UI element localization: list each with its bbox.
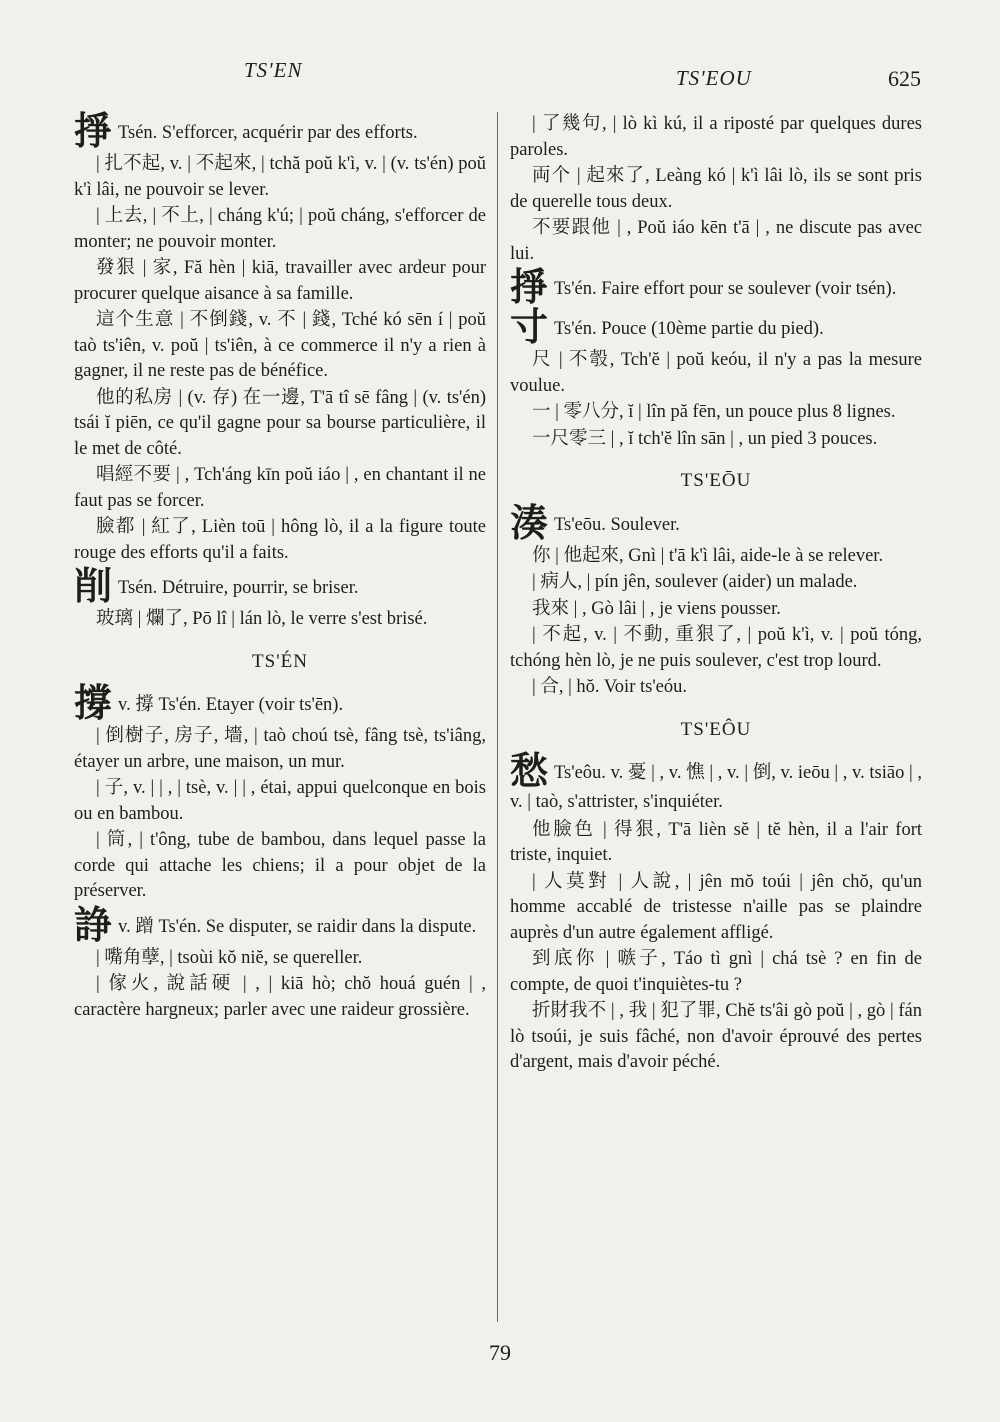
headword-character: 撐 (74, 681, 113, 725)
entry-text: 不要跟他 | , Poŭ iáo kēn t'ā | , ne discute pas avec lui. (510, 218, 922, 264)
example-phrase (510, 623, 922, 674)
headword-character: 湊 (510, 500, 549, 545)
entry-text: Ts'én. Faire effort pour se soulever (voir tsén). (554, 279, 897, 299)
section-heading: TS'EŌU (680, 470, 752, 491)
entry-text: 到底你 | 嗾子, Táo tì gnì | chá tsè ? en fin de compte, de quoi t'inquiètes-tu ? (510, 949, 922, 995)
header-right-keyword: TS'EOU (676, 66, 752, 90)
entry-text: 尺 | 不彀, Tch'ĕ | poŭ keóu, il n'y a pas la mesure voulue. (510, 350, 922, 396)
entry-text: | 倒樹子, 房子, 墻, | taò choú tsè, fâng tsè, ts'iâng, étayer un arbre, une maison, un mur. (74, 726, 486, 772)
section-heading: TS'ÉN (252, 650, 308, 672)
example-phrase (74, 204, 486, 255)
entry-text: 你 | 他起來, Gnì | t'ā k'ì lâi, aide-le à se relever. (532, 545, 884, 566)
entry-text: 両个 | 起來了, Leàng kó | k'ì lâi lò, ils se sont pris de querelle tous deux. (510, 166, 922, 212)
headword-character: 寸 (510, 305, 549, 349)
section-heading: TS'EÔU (680, 718, 752, 740)
example-phrase (74, 972, 486, 1023)
example-phrase (74, 515, 486, 566)
example-phrase (74, 308, 486, 385)
example-phrase (74, 724, 486, 775)
example-phrase (510, 570, 922, 596)
dictionary-entry (510, 305, 922, 349)
right-column (510, 112, 922, 1077)
entry-text: v. 蹭 Ts'én. Se disputer, se raidir dans la dispute. (118, 916, 477, 937)
example-phrase (510, 400, 922, 426)
entry-text: v. 撐 Ts'én. Etayer (voir ts'ēn). (118, 695, 344, 715)
example-phrase (74, 463, 486, 514)
example-phrase (74, 776, 486, 827)
headword-character: 削 (74, 564, 113, 608)
headword-character: 愁 (510, 749, 549, 793)
dictionary-entry (74, 564, 486, 608)
dictionary-entry (510, 749, 922, 816)
example-phrase (510, 427, 922, 453)
column-divider (497, 112, 498, 1322)
example-phrase (510, 999, 922, 1076)
example-phrase (510, 216, 922, 267)
entry-text: | 嘴角孽, | tsoùi kŏ niĕ, se quereller. (96, 947, 363, 968)
example-phrase (74, 386, 486, 463)
headword-character: 諍 (74, 902, 113, 947)
entry-text: 他的私房 | (v. 存) 在一邊, T'ā tî sē fâng | (v. ts'én) tsái ĭ piēn, ce qu'il gagne pour sa bourse particulière, il le met de côté. (74, 387, 486, 459)
headword-character: 掙 (510, 265, 549, 309)
entry-text: 這个生意 | 不倒錢, v. 不 | 錢, Tché kó sēn í | poŭ taò ts'iên, v. poŭ | ts'iên, à ce commerce il n'y a rien à gagner, il ne reste pas de bénéfice. (74, 310, 486, 381)
example-phrase (74, 256, 486, 307)
example-phrase (74, 607, 486, 633)
entry-text: 一尺零三 | , ĭ tch'ĕ lîn sān | , un pied 3 pouces. (532, 428, 878, 449)
entry-text: | 筒, | t'ông, tube de bambou, dans lequel passe la corde qui attache les chiens; il a pour objet de la préserver. (74, 830, 486, 901)
entry-text: 玻璃 | 爛了, Pō lî | lán lò, le verre s'est brisé. (96, 609, 428, 629)
dictionary-entry (510, 500, 922, 545)
signature-folio: 79 (489, 1340, 511, 1365)
example-phrase (510, 112, 922, 163)
entry-text: 他臉色 | 得狠, T'ā lièn sĕ | tĕ hèn, il a l'air fort triste, inquiet. (510, 819, 922, 865)
example-phrase (510, 947, 922, 998)
entry-text: | 合, | hŏ. Voir ts'eóu. (532, 677, 687, 697)
entry-text: 折財我不 | , 我 | 犯了罪, Chĕ ts'âi gò poŭ | , gò | fán lò tsoúi, je suis fâché, non d'avoir éprouvé des pertes d'argent, mais d'avoir péché. (510, 1001, 922, 1072)
example-phrase (510, 818, 922, 869)
dictionary-entry (74, 902, 486, 947)
example-phrase (74, 946, 486, 972)
left-column (74, 109, 486, 1024)
entry-text: Ts'eôu. v. 憂 | , v. 憔 | , v. | 倒, v. ieōu | , v. tsiāo | , v. | taò, s'attrister, s'inquiéter. (510, 763, 922, 812)
example-phrase (510, 597, 922, 623)
header-left-keyword: TS'EN (244, 58, 303, 82)
entry-text: Ts'eōu. Soulever. (554, 514, 680, 535)
dictionary-entry (74, 681, 486, 725)
entry-text: | 病人, | pín jên, soulever (aider) un malade. (532, 572, 858, 592)
entry-text: 臉都 | 紅了, Lièn toū | hông lò, il a la figure toute rouge des efforts qu'il a faits. (74, 517, 486, 563)
entry-text: Ts'én. Pouce (10ème partie du pied). (554, 319, 824, 339)
example-phrase (510, 348, 922, 399)
entry-text: | 上去, | 不上, | cháng k'ú; | poŭ cháng, s'efforcer de monter; ne pouvoir monter. (74, 206, 486, 252)
entry-text: 一 | 零八分, ĭ | lîn pă fēn, un pouce plus 8 lignes. (532, 402, 896, 422)
entry-text: | 扎不起, v. | 不起來, | tchă poŭ k'ì, v. | (v. ts'én) poŭ k'ì lâi, ne pouvoir se lever. (74, 154, 486, 200)
example-phrase (510, 544, 922, 570)
entry-text: | 傢火, 說話硬 | , | kiā hò; chŏ houá guén | , caractère hargneux; parler avec une raideur grossière. (74, 974, 486, 1020)
entry-text: | 了幾句, | lò kì kú, il a riposté par quelques dures paroles. (510, 114, 922, 160)
page-number: 625 (888, 66, 921, 91)
entry-text: 我來 | , Gò lâi | , je viens pousser. (532, 598, 781, 619)
dictionary-entry (74, 109, 486, 153)
entry-text: 唱經不要 | , Tch'áng kīn poŭ iáo | , en chantant il ne faut pas se forcer. (74, 465, 486, 511)
dictionary-entry (510, 265, 922, 309)
example-phrase (510, 870, 922, 947)
example-phrase (510, 164, 922, 215)
running-header (0, 58, 1000, 98)
example-phrase (74, 828, 486, 905)
entry-text: | 不起, v. | 不動, 重狠了, | poŭ k'ì, v. | poŭ tóng, tchóng hèn lò, je ne puis soulever, c'est trop lourd. (510, 625, 922, 671)
headword-character: 掙 (74, 109, 113, 153)
entry-text: Tsén. Détruire, pourrir, se briser. (118, 578, 359, 598)
example-phrase (510, 675, 922, 701)
entry-text: | 子, v. | | , | tsè, v. | | , étai, appui quelconque en bois ou en bambou. (74, 778, 486, 824)
entry-text: | 人莫對 | 人說, | jên mŏ toúi | jên chŏ, qu'un homme accablé de tristesse n'aille pas se plaindre auprès d'un autre également affligé. (510, 871, 922, 943)
example-phrase (74, 152, 486, 203)
entry-text: Tsén. S'efforcer, acquérir par des efforts. (118, 123, 418, 143)
entry-text: 發狠 | 家, Fă hèn | kiā, travailler avec ardeur pour procurer quelque aisance à sa famille. (74, 258, 486, 304)
